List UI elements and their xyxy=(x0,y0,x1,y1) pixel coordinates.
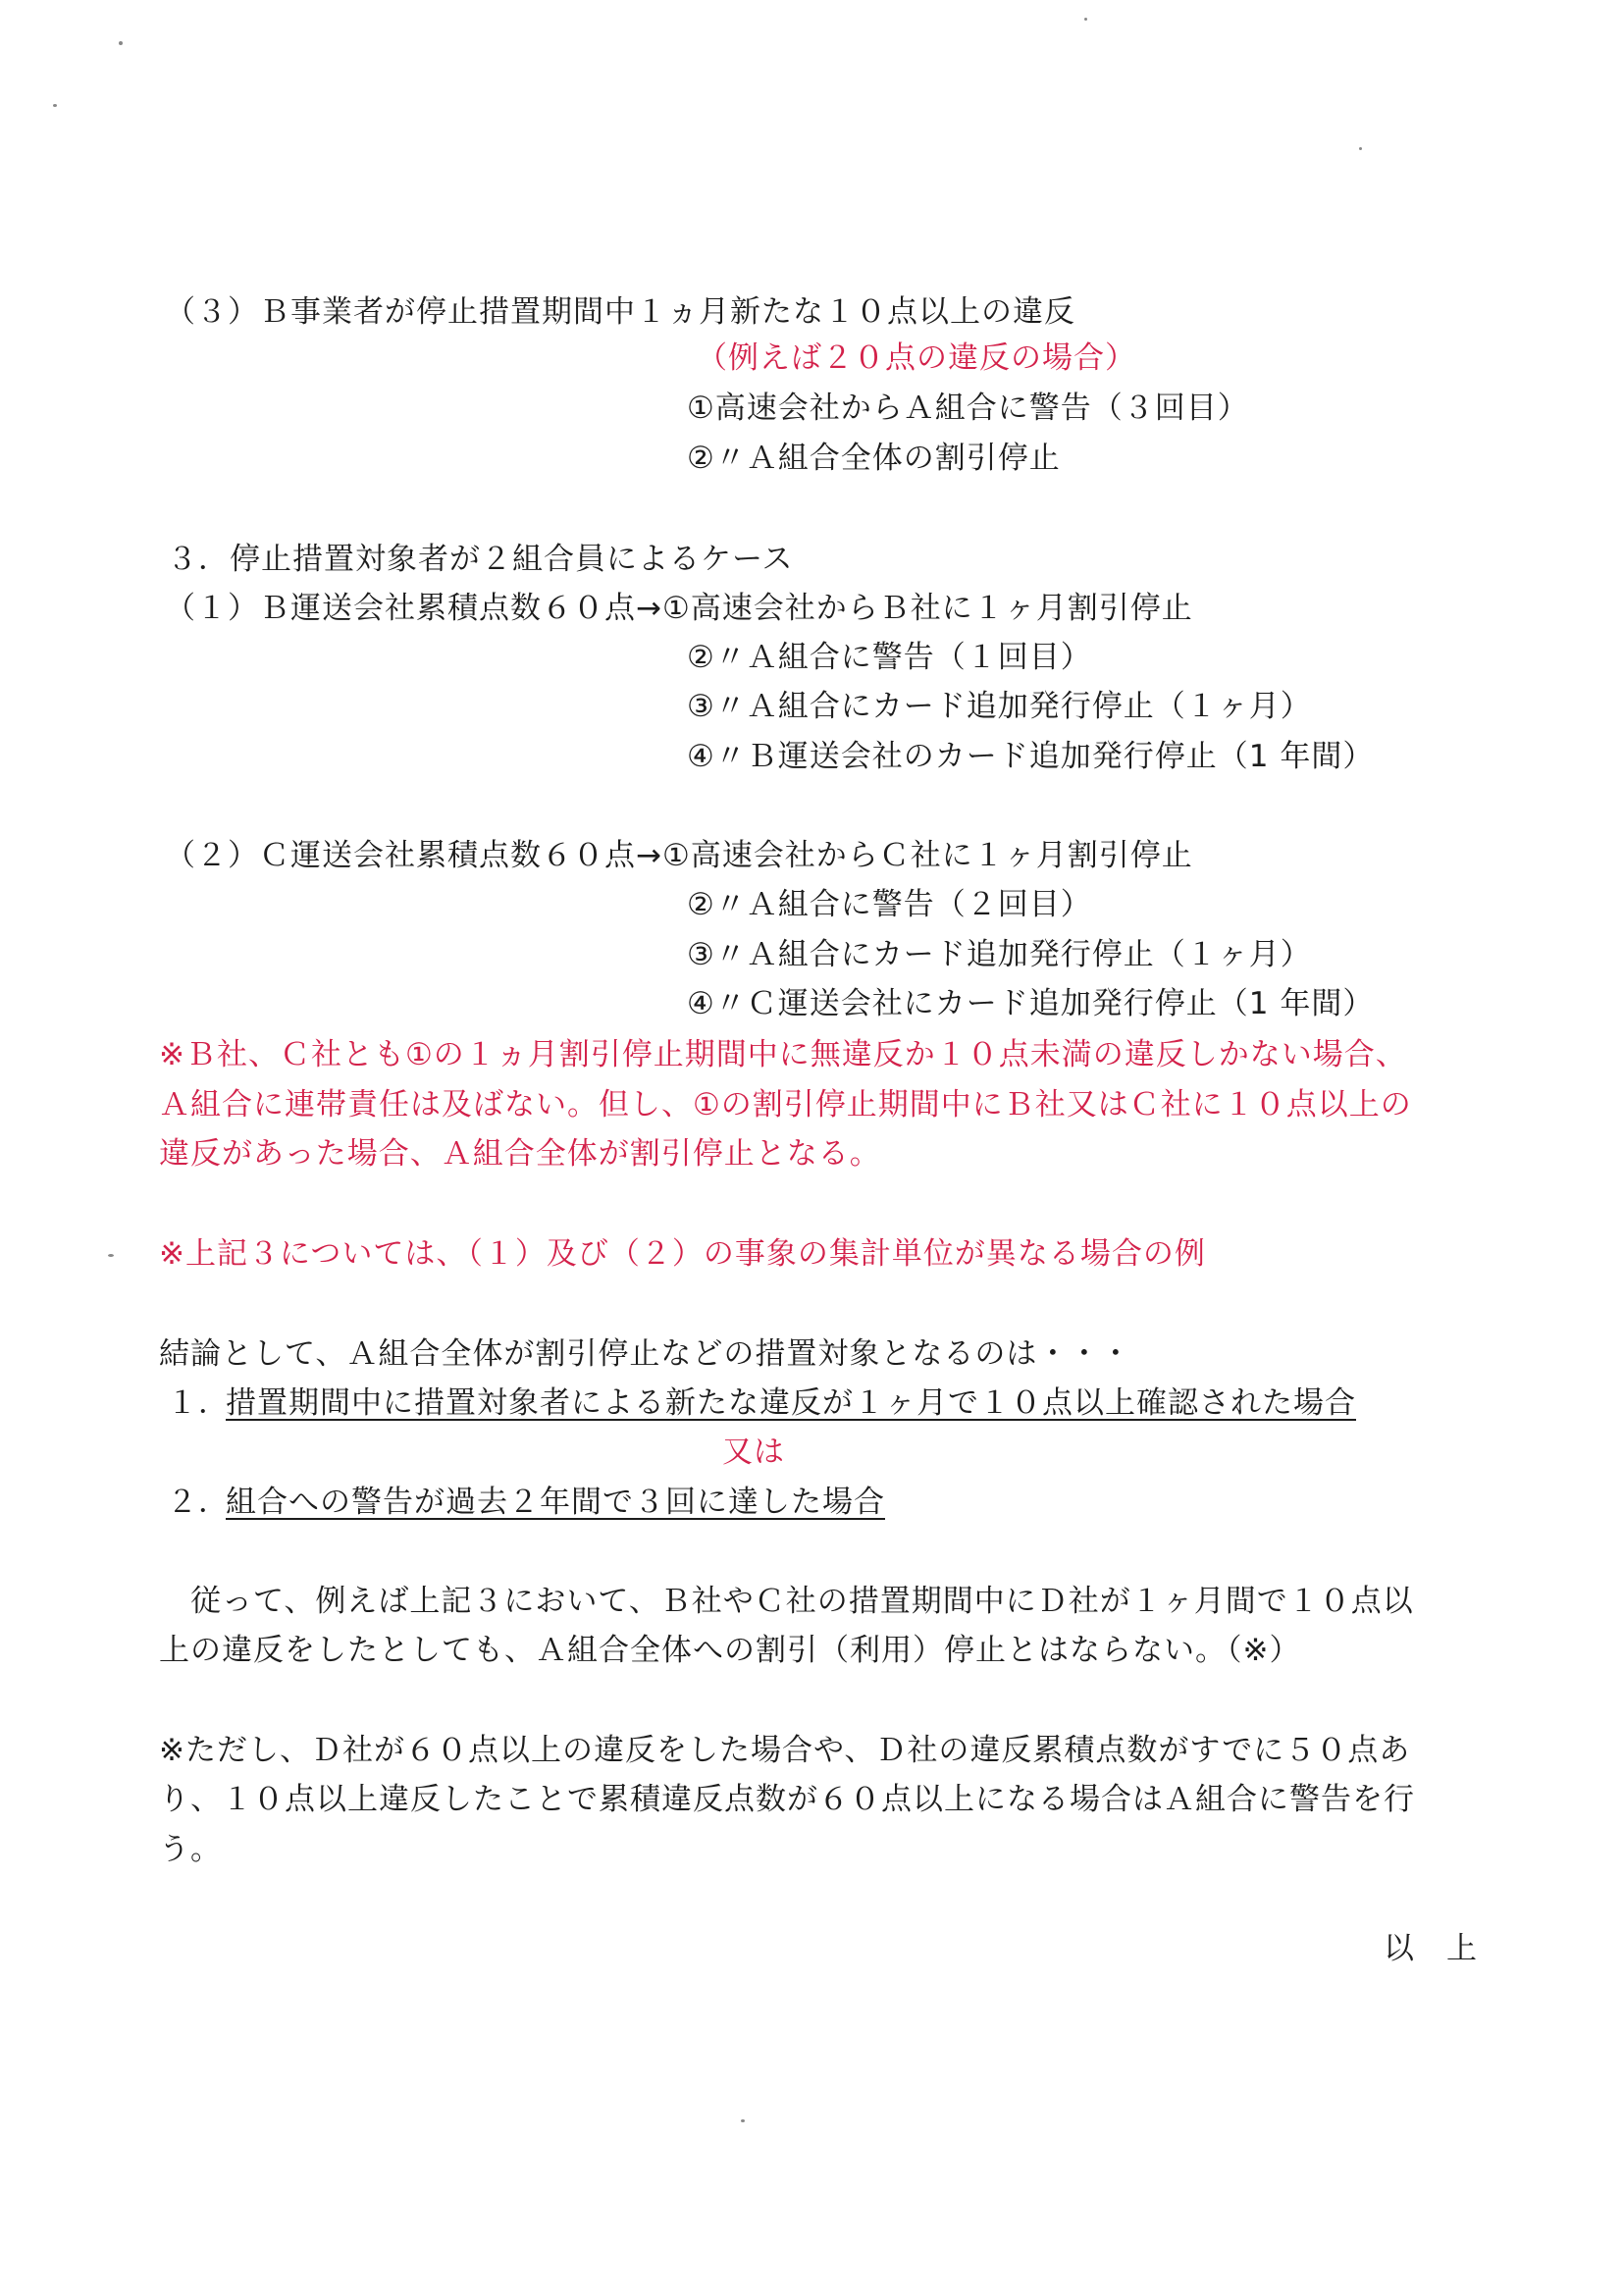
conclusion-intro: 結論として、Ａ組合全体が割引停止などの措置対象となるのは・・・ xyxy=(159,1336,1132,1372)
conclusion-2-text: 組合への警告が過去２年間で３回に達した場合 xyxy=(226,1485,885,1520)
conclusion-2-number: ２． xyxy=(167,1485,230,1520)
section-3-heading: （３）Ｂ事業者が停止措置期間中１ヵ月新たな１０点以上の違反 xyxy=(165,294,1075,330)
case-3-note-line-2: Ａ組合に連帯責任は及ばない。但し、①の割引停止期間中にＢ社又はＣ社に１０点以上の xyxy=(159,1087,1412,1122)
case-3-title: ３．停止措置対象者が２組合員によるケース xyxy=(167,542,794,577)
paragraph-line-1: 従って、例えば上記３において、Ｂ社やＣ社の措置期間中にＤ社が１ヶ月間で１０点以 xyxy=(159,1584,1414,1619)
case-3-sub-2-item-4: ④〃Ｃ運送会社にカード追加発行停止（1 年間） xyxy=(687,986,1375,1021)
case-3-sub-2-item-2: ②〃Ａ組合に警告（２回目） xyxy=(687,887,1092,922)
conclusion-1-text: 措置期間中に措置対象者による新たな違反が１ヶ月で１０点以上確認された場合 xyxy=(226,1385,1356,1421)
footnote-line-2: り、１０点以上違反したことで累積違反点数が６０点以上になる場合はＡ組合に警告を行 xyxy=(159,1782,1415,1817)
case-3-sub-2-lead: （２）Ｃ運送会社累積点数６０点→①高速会社からＣ社に１ヶ月割引停止 xyxy=(165,838,1193,873)
closing-mark: 以 上 xyxy=(1384,1931,1478,1966)
case-3-sub-1-item-3: ③〃Ａ組合にカード追加発行停止（１ヶ月） xyxy=(687,689,1312,724)
case-3-sub-1-lead: （１）Ｂ運送会社累積点数６０点→①高速会社からＢ社に１ヶ月割引停止 xyxy=(165,591,1193,626)
scan-speck xyxy=(1084,18,1087,21)
conclusion-1-number: １． xyxy=(167,1385,230,1421)
scan-speck xyxy=(108,1254,114,1257)
paragraph-line-2: 上の違反をしたとしても、Ａ組合全体への割引（利用）停止とはならない。（※） xyxy=(159,1633,1301,1668)
section-3-example: （例えば２０点の違反の場合） xyxy=(697,340,1136,376)
section-3-item-1: ①高速会社からＡ組合に警告（３回目） xyxy=(687,391,1249,426)
case-3-note-2: ※上記３については、（１）及び（２）の事象の集計単位が異なる場合の例 xyxy=(159,1236,1206,1272)
footnote-line-3: う。 xyxy=(159,1832,222,1867)
conclusion-or: 又は xyxy=(722,1435,785,1470)
scan-speck xyxy=(53,104,57,107)
scan-speck xyxy=(741,2119,745,2122)
scan-speck xyxy=(1359,147,1362,150)
case-3-sub-1-item-2: ②〃Ａ組合に警告（１回目） xyxy=(687,640,1092,675)
scan-speck xyxy=(119,41,123,45)
case-3-note-line-1: ※Ｂ社、Ｃ社とも①の１ヵ月割引停止期間中に無違反か１０点未満の違反しかない場合、 xyxy=(159,1037,1407,1072)
section-3-item-2: ②〃Ａ組合全体の割引停止 xyxy=(687,441,1061,476)
footnote-line-1: ※ただし、Ｄ社が６０点以上の違反をした場合や、Ｄ社の違反累積点数がすでに５０点あ xyxy=(159,1733,1411,1768)
case-3-sub-2-item-3: ③〃Ａ組合にカード追加発行停止（１ヶ月） xyxy=(687,937,1312,972)
case-3-sub-1-item-4: ④〃Ｂ運送会社のカード追加発行停止（1 年間） xyxy=(687,739,1375,774)
case-3-note-line-3: 違反があった場合、Ａ組合全体が割引停止となる。 xyxy=(159,1136,881,1172)
